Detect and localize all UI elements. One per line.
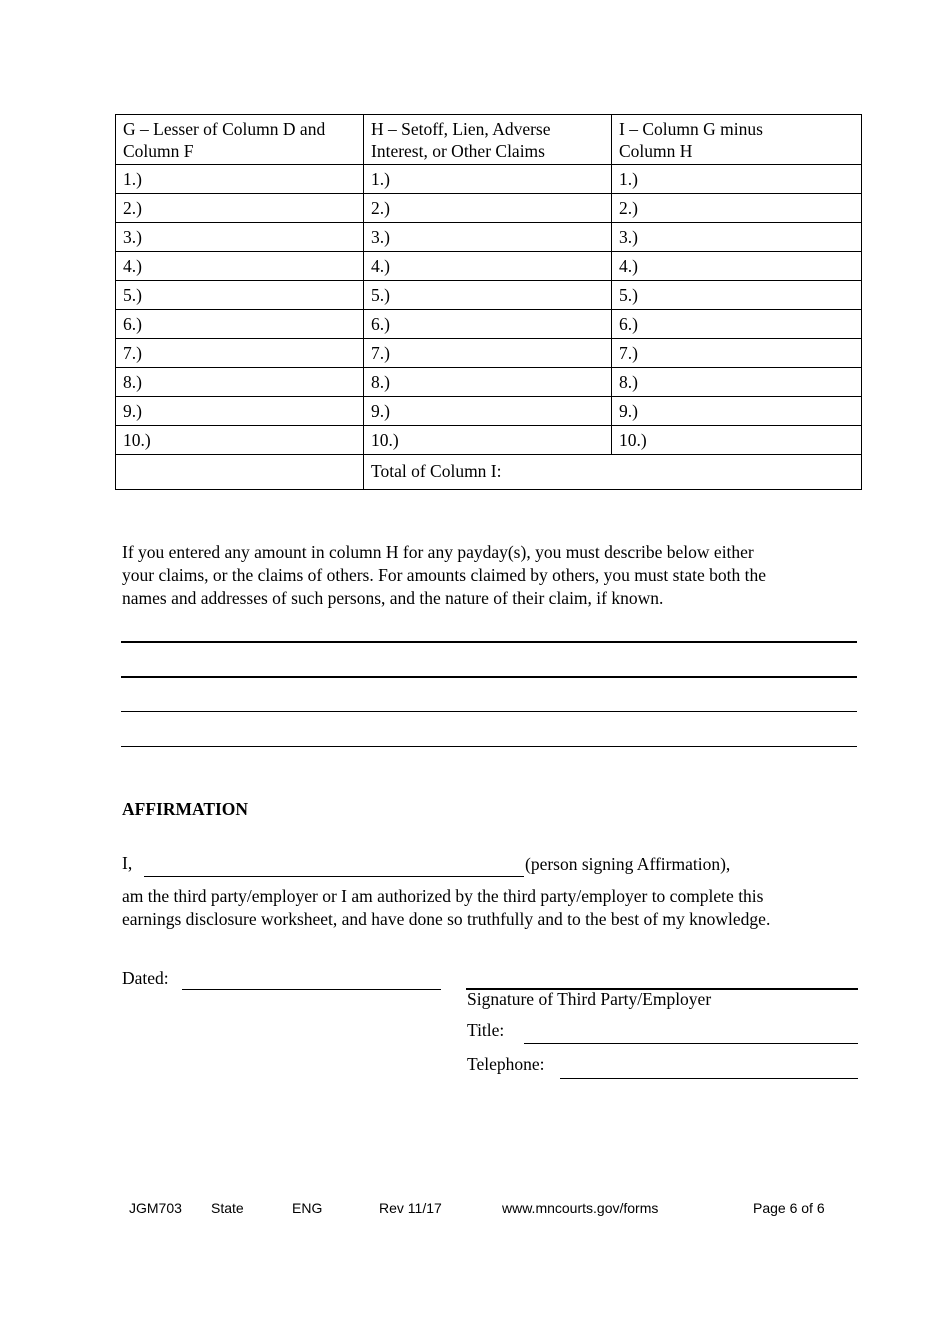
person-signing-name-field[interactable] [144,876,524,877]
instructions-line-3: names and addresses of such persons, and the nature of their claim, if known. [122,588,664,608]
cell-i[interactable]: 5.) [612,281,862,310]
table-row [116,194,862,223]
cell-g[interactable]: 8.) [116,368,364,397]
telephone-field[interactable] [560,1078,858,1079]
table-row [116,426,862,455]
cell-h[interactable]: 4.) [364,252,612,281]
telephone-label: Telephone: [467,1054,545,1074]
table-row [116,281,862,310]
cell-g[interactable]: 4.) [116,252,364,281]
total-column-i-field[interactable] [364,455,862,490]
header-i-line1: I – Column G minus [619,119,763,139]
header-column-i [612,115,862,165]
header-i-line2: Column H [619,141,693,161]
total-empty-cell [116,455,364,490]
cell-g[interactable]: 3.) [116,223,364,252]
signature-label: Signature of Third Party/Employer [467,989,712,1009]
instructions-line-2: your claims, or the claims of others. For amounts claimed by others, you must state both the [122,565,766,585]
total-label: Total of Column I: [371,461,502,481]
footer-revision: Rev 11/17 [379,1200,442,1216]
cell-h[interactable]: 10.) [364,426,612,455]
cell-i[interactable]: 10.) [612,426,862,455]
table-row [116,165,862,194]
table-header-row [116,115,862,165]
header-h-line1: H – Setoff, Lien, Adverse [371,119,551,139]
header-h-line2: Interest, or Other Claims [371,141,545,161]
cell-i[interactable]: 1.) [612,165,862,194]
affirmation-body [122,885,770,931]
cell-g[interactable]: 6.) [116,310,364,339]
footer-jurisdiction: State [211,1200,244,1216]
cell-i[interactable]: 7.) [612,339,862,368]
cell-i[interactable]: 9.) [612,397,862,426]
affirmation-heading: AFFIRMATION [122,799,249,819]
affirmation-i-label: I, [122,853,133,873]
cell-g[interactable]: 1.) [116,165,364,194]
cell-g[interactable]: 9.) [116,397,364,426]
cell-i[interactable]: 2.) [612,194,862,223]
cell-h[interactable]: 6.) [364,310,612,339]
dated-label: Dated: [122,968,169,988]
table-row [116,223,862,252]
header-column-g [116,115,364,165]
worksheet-table [115,114,862,490]
claims-line-3[interactable] [121,711,857,712]
header-g-line2: Column F [123,141,194,161]
affirmation-body-line-1: am the third party/employer or I am authorized by the third party/employer to complete this [122,886,764,906]
cell-g[interactable]: 7.) [116,339,364,368]
header-column-h [364,115,612,165]
total-row [116,455,862,490]
claims-line-2[interactable] [121,676,857,678]
header-g-line1: G – Lesser of Column D and [123,119,326,139]
cell-h[interactable]: 8.) [364,368,612,397]
cell-g[interactable]: 2.) [116,194,364,223]
cell-i[interactable]: 8.) [612,368,862,397]
table-row [116,310,862,339]
dated-field[interactable] [182,989,441,990]
footer-page-number: Page 6 of 6 [753,1200,825,1216]
footer-website[interactable]: www.mncourts.gov/forms [502,1200,659,1216]
title-label: Title: [467,1020,505,1040]
table-row [116,397,862,426]
table-row [116,368,862,397]
cell-h[interactable]: 9.) [364,397,612,426]
affirmation-body-line-2: earnings disclosure worksheet, and have done so truthfully and to the best of my knowledge. [122,909,771,929]
cell-i[interactable]: 4.) [612,252,862,281]
cell-h[interactable]: 3.) [364,223,612,252]
cell-i[interactable]: 3.) [612,223,862,252]
cell-h[interactable]: 5.) [364,281,612,310]
claims-instructions [122,541,766,610]
claims-line-4[interactable] [121,746,857,747]
footer-language: ENG [292,1200,323,1216]
instructions-line-1: If you entered any amount in column H for any payday(s), you must describe below either [122,542,754,562]
cell-h[interactable]: 1.) [364,165,612,194]
cell-g[interactable]: 10.) [116,426,364,455]
cell-i[interactable]: 6.) [612,310,862,339]
cell-h[interactable]: 2.) [364,194,612,223]
person-signing-label: (person signing Affirmation), [525,854,731,874]
cell-g[interactable]: 5.) [116,281,364,310]
table-row [116,339,862,368]
footer-form-code: JGM703 [129,1200,182,1216]
claims-line-1[interactable] [121,641,857,643]
cell-h[interactable]: 7.) [364,339,612,368]
table-row [116,252,862,281]
title-field[interactable] [524,1043,858,1044]
